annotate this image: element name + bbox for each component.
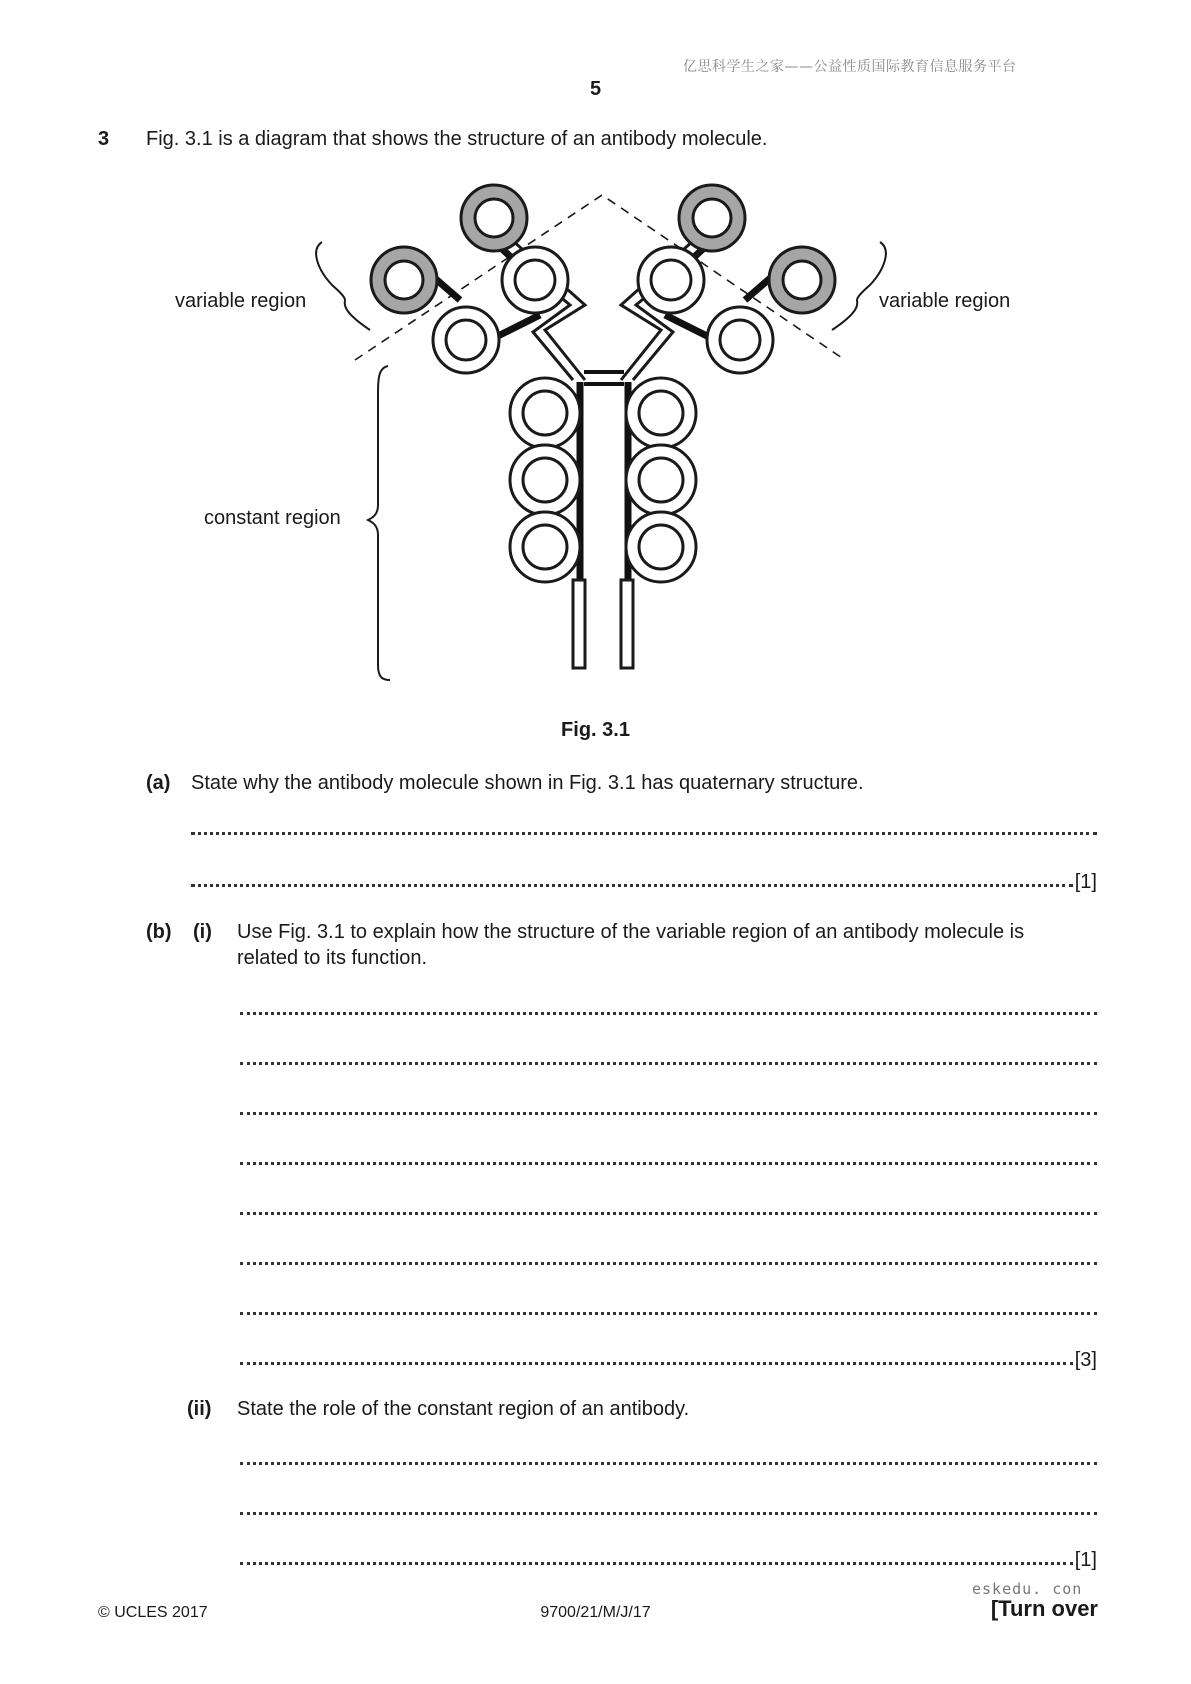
answer-line-b-i-1[interactable]: [240, 996, 1097, 1020]
answer-line-b-ii-3[interactable]: [240, 1546, 1097, 1570]
answer-line-b-i-4[interactable]: [240, 1146, 1097, 1170]
watermark-text: 亿思科学生之家——公益性质国际教育信息服务平台: [683, 59, 1017, 75]
part-b-ii-label: (ii): [187, 1398, 212, 1420]
question-intro: Fig. 3.1 is a diagram that shows the structure of an antibody molecule.: [146, 128, 768, 150]
answer-line-b-i-8[interactable]: [240, 1346, 1097, 1370]
footer-turn-over: [Turn over: [990, 1596, 1098, 1621]
label-variable-region-left: variable region: [175, 290, 307, 312]
page-number: 5: [589, 78, 602, 100]
answer-line-b-ii-2[interactable]: [240, 1496, 1097, 1520]
part-b-i-question-line2: related to its function.: [237, 947, 428, 969]
site-watermark: eskedu. con: [972, 1580, 1083, 1598]
answer-line-b-i-5[interactable]: [240, 1196, 1097, 1220]
mark-b-i: [3]: [1074, 1349, 1097, 1371]
part-b-ii-question: State the role of the constant region of an antibody.: [237, 1398, 690, 1420]
answer-line-a-1[interactable]: [191, 816, 1097, 840]
antibody-diagram: [0, 0, 1191, 700]
footer-copyright: © UCLES 2017: [98, 1604, 208, 1621]
answer-line-b-i-3[interactable]: [240, 1096, 1097, 1120]
part-b-i-question-line1: Use Fig. 3.1 to explain how the structure of the variable region of an antibody molecule is: [237, 921, 1025, 943]
answer-line-b-ii-1[interactable]: [240, 1446, 1097, 1470]
answer-line-a-2[interactable]: [191, 868, 1097, 892]
part-a-question: State why the antibody molecule shown in Fig. 3.1 has quaternary structure.: [191, 772, 864, 794]
footer-paper-code: 9700/21/M/J/17: [540, 1604, 651, 1621]
answer-line-b-i-2[interactable]: [240, 1046, 1097, 1070]
part-b-label: (b): [146, 921, 172, 943]
question-number: 3: [98, 128, 110, 150]
mark-a: [1]: [1074, 871, 1097, 893]
part-b-i-label: (i): [193, 921, 212, 943]
part-a-label: (a): [146, 772, 171, 794]
answer-line-b-i-7[interactable]: [240, 1296, 1097, 1320]
mark-b-ii: [1]: [1074, 1549, 1097, 1571]
label-variable-region-right: variable region: [879, 290, 1011, 312]
answer-line-b-i-6[interactable]: [240, 1246, 1097, 1270]
label-constant-region: constant region: [204, 507, 341, 529]
figure-caption: Fig. 3.1: [561, 719, 630, 741]
